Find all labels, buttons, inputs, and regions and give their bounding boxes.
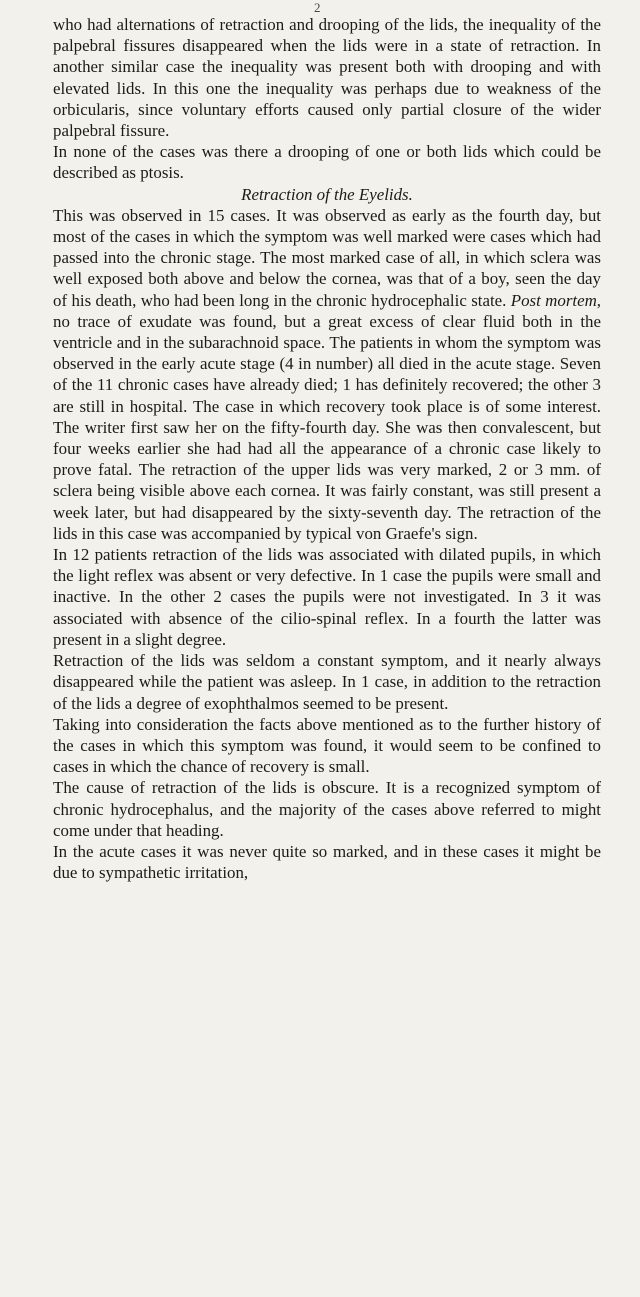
paragraph-asleep: Retraction of the lids was seldom a constant symptom, and it nearly always disappeared while the patient was asleep. In 1 case, in addition to the retraction of the lids a degree of exophthalmos seemed to be present. — [53, 651, 601, 713]
paragraph-dilated-pupils: In 12 patients retraction of the lids was associated with dilated pupils, in which the light reflex was absent or very defective. In 1 case the pupils were small and inactive. In the other 2 cases the pupils were not investigated. In 3 it was associated with absence of the cilio-spinal reflex. In a fourth the latter was present in a slight degree. — [53, 545, 601, 649]
paragraph-cause: The cause of retraction of the lids is obscure. It is a recognized symptom of chronic hydrocephalus, and the majority of the cases above referred to might come under that heading. — [53, 778, 601, 840]
paragraph-retraction-intro-continuation: , no trace of exudate was found, but a great excess of clear fluid both in the ventricle and in the subarachnoid space. The patients in whom the symptom was observed in the early acute stage (4 in number) all died in the acute stage. Seven of the 11 chronic cases have already died; 1 has definitely recovered; the other 3 are still in hospital. The case in which recovery took place is of some interest. The writer first saw her on the fifty-fourth day. She was then convalescent, but four weeks earlier she had had all the appearance of a chronic case likely to prove fatal. The retraction of the upper lids was very marked, 2 or 3 mm. of sclera being visible above each cornea. It was fairly constant, was still present a week later, but had disappeared by the sixty-seventh day. The retraction of the lids in this case was accompanied by typical von Graefe's sign. — [53, 290, 602, 543]
paragraph-inequality: who had alternations of retraction and drooping of the lids, the inequality of the palpebral fissures disappeared when the lids were in a state of retraction. In another similar case the inequality was present both with drooping and with elevated lids. In this one the inequality was perhaps due to weakness of the orbicularis, since voluntary efforts caused only partial closure of the wider palpebral fissure. — [53, 15, 601, 141]
paragraph-retraction-intro-text: This was observed in 15 cases. It was observed as early as the fourth day, but most of the cases in which the symptom was well marked were cases which had passed into the chronic stage. The most marked case of all, in which sclera was well exposed both above and below the cornea, was that of a boy, seen the day of his death, who had been long in the chronic hydrocephalic state. — [53, 205, 601, 310]
post-mortem-phrase: Post mortem — [510, 290, 597, 310]
paragraph-acute-cases: In the acute cases it was never quite so marked, and in these cases it might be due to sympathetic irritation, — [53, 841, 601, 883]
section-heading-retraction: Retraction of the Eyelids. — [241, 184, 413, 204]
paragraph-retraction-intro — [53, 205, 601, 544]
page-body — [53, 14, 601, 883]
paragraph-no-ptosis: In none of the cases was there a drooping of one or both lids which could be described as ptosis. — [53, 142, 601, 183]
page-number: 2 — [314, 0, 321, 15]
paragraph-consideration: Taking into consideration the facts above mentioned as to the further history of the cases in which this symptom was found, it would seem to be confined to cases in which the chance of recovery is small. — [53, 714, 601, 777]
